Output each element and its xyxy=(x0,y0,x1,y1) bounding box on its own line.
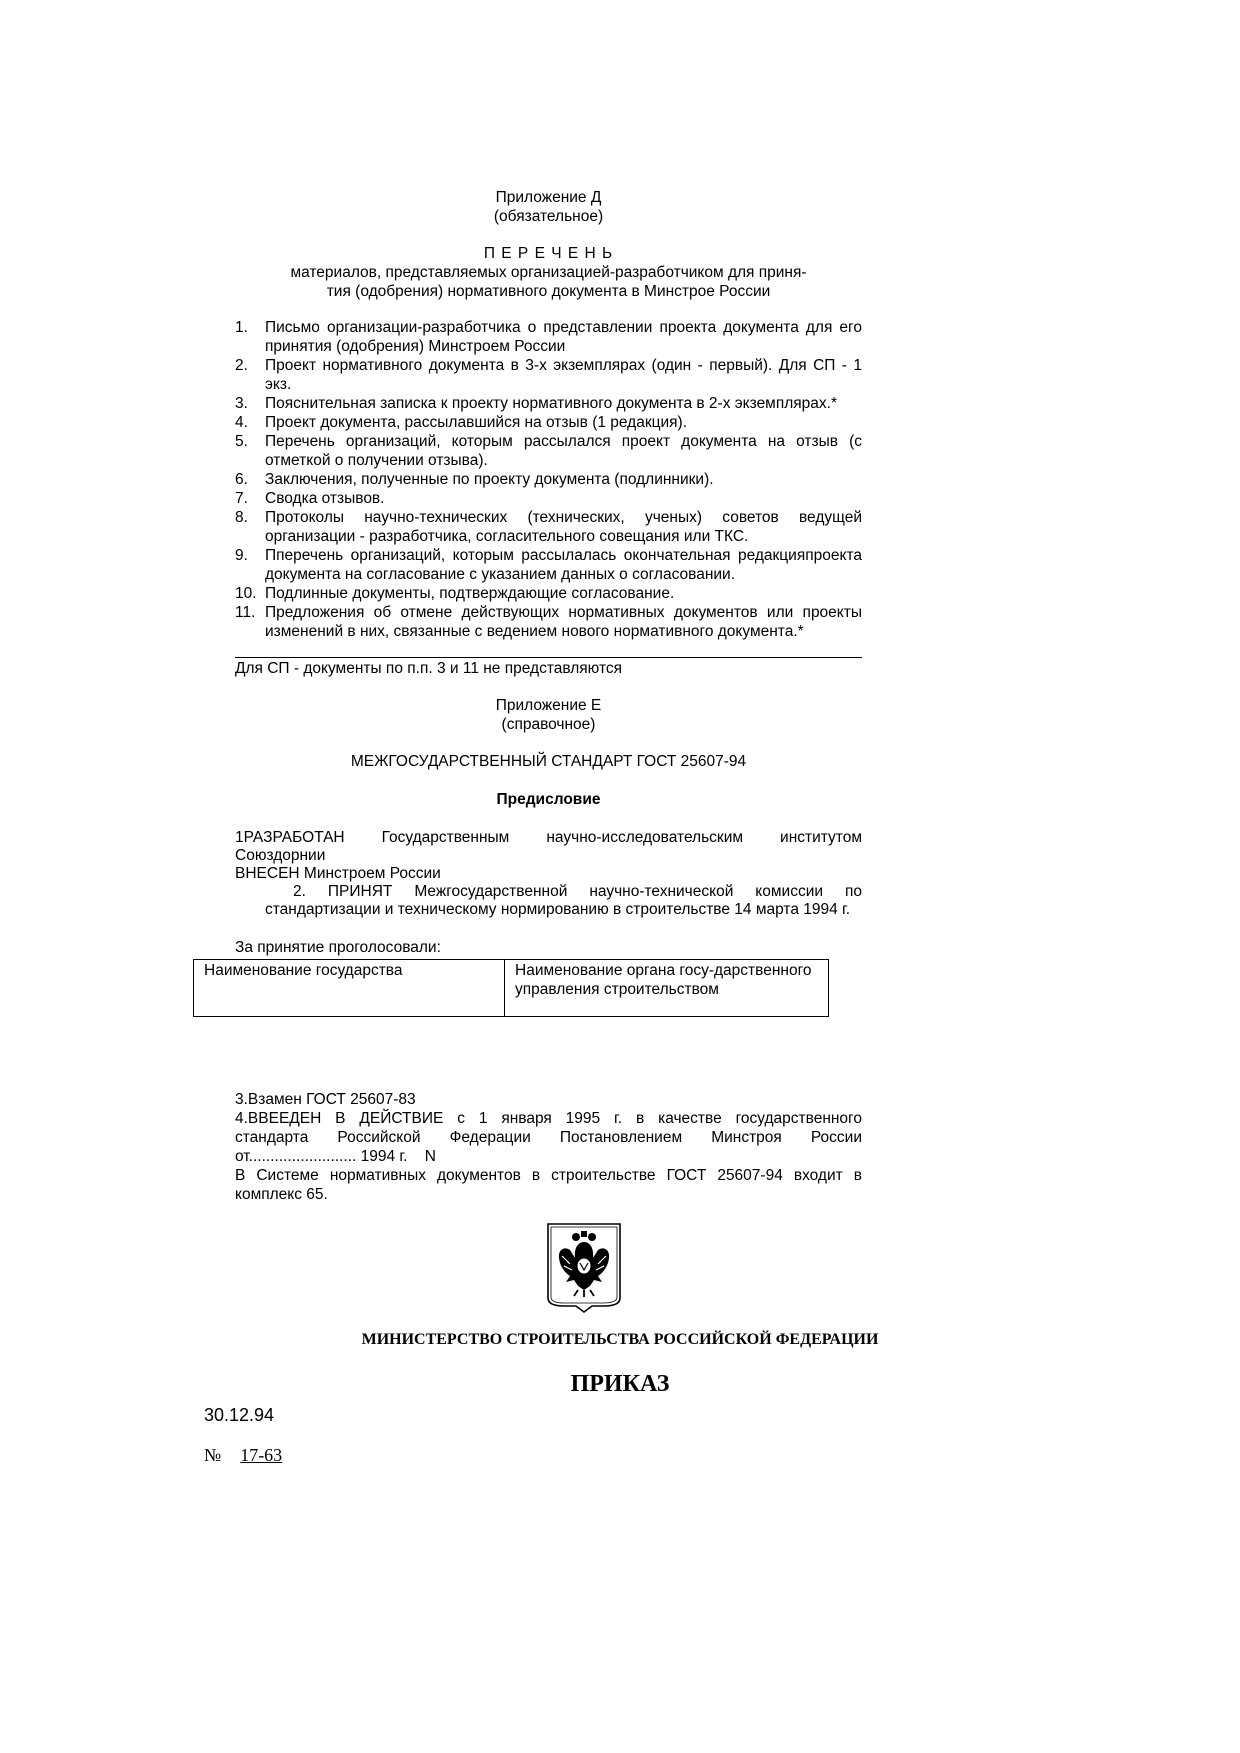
list-item-number: 8. xyxy=(235,509,248,526)
list-item xyxy=(235,489,862,508)
list-item-number: 6. xyxy=(235,471,248,488)
vote-label: За принятие проголосовали: xyxy=(235,939,441,956)
list-item-text: Протоколы научно-технических (технических, ученых) советов ведущей организации - разработчика, согласительного совещания или ТКС. xyxy=(265,509,862,545)
ministry-name: МИНИСТЕРСТВО СТРОИТЕЛЬСТВА РОССИЙСКОЙ ФЕДЕРАЦИИ xyxy=(361,1331,879,1348)
appendix-e-title: Приложение Е xyxy=(495,697,602,714)
list-item-text: Письмо организации-разработчика о представлении проекта документа для его принятия (одобрения) Минстроем России xyxy=(265,319,862,355)
list-item-text: Предложения об отмене действующих нормативных документов или проекты изменений в них, связанные с ведением нового нормативного документа.* xyxy=(265,604,862,640)
list-item-number: 10. xyxy=(235,585,257,602)
list-item-number: 9. xyxy=(235,547,248,564)
footnote: Для СП - документы по п.п. 3 и 11 не представляются xyxy=(235,660,623,677)
list-item-number: 2. xyxy=(235,357,248,374)
list-item-text: Подлинные документы, подтверждающие согласование. xyxy=(265,585,675,602)
standard-title: МЕЖГОСУДАРСТВЕННЫЙ СТАНДАРТ ГОСТ 25607-94 xyxy=(350,753,747,770)
list-item xyxy=(235,603,862,641)
order-number: 17-63 xyxy=(240,1445,283,1465)
preface-p3: 3.Взамен ГОСТ 25607-83 xyxy=(235,1091,416,1108)
list-item-text: Перечень организаций, которым рассылался проект документа на отзыв (с отметкой о получении отзыва). xyxy=(265,433,862,469)
list-description-line2: тия (одобрения) нормативного документа в Минстрое России xyxy=(326,283,771,300)
appendix-e-subtitle: (справочное) xyxy=(501,716,596,733)
list-item-number: 3. xyxy=(235,395,248,412)
table-header-authority: Наименование органа госу-дарственного управления строительством xyxy=(515,962,812,998)
list-item-text: Проект документа, рассылавшийся на отзыв (1 редакция). xyxy=(265,414,688,431)
list-item xyxy=(235,508,862,546)
preface-p4-line2: стандарта Российской Федерации Постановлением Минстроя России xyxy=(235,1129,862,1146)
list-item-number: 11. xyxy=(235,604,256,621)
materials-list xyxy=(235,318,862,641)
preface-p1-line3: ВНЕСЕН Минстроем России xyxy=(235,865,441,882)
footnote-divider xyxy=(235,657,862,658)
preface-p5: В Системе нормативных документов в строительстве ГОСТ 25607-94 входит в комплекс 65. xyxy=(235,1167,862,1203)
preface-p2-rest: стандартизации и техническому нормированию в строительстве 14 марта 1994 г. xyxy=(265,901,851,918)
appendix-d-title: Приложение Д xyxy=(495,189,602,206)
preface-heading: Предисловие xyxy=(496,791,601,808)
order-number-line xyxy=(204,1444,282,1466)
list-item xyxy=(235,318,862,356)
list-item-number: 1. xyxy=(235,319,248,336)
list-item-text: Пперечень организаций, которым рассылалась окончательная редакцияпроекта документа на согласование с указанием данных о согласовании. xyxy=(265,547,862,583)
list-item-number: 7. xyxy=(235,490,248,507)
list-item-text: Пояснительная записка к проекту нормативного документа в 2-х экземплярах.* xyxy=(265,395,838,412)
list-item-text: Сводка отзывов. xyxy=(265,490,385,507)
list-item-number: 5. xyxy=(235,433,248,450)
list-item xyxy=(235,584,862,603)
preface-p4-line1: 4.ВВЕЕДЕН В ДЕЙСТВИЕ с 1 января 1995 г. в качестве государственного xyxy=(235,1110,862,1127)
preface-p2-line1: 2. ПРИНЯТ Межгосударственной научно-технической комиссии по xyxy=(293,883,862,900)
order-date: 30.12.94 xyxy=(204,1405,275,1425)
order-title: ПРИКАЗ xyxy=(570,1371,670,1397)
list-heading: П Е Р Е Ч Е Н Ь xyxy=(483,245,614,262)
preface-p4-line3: от......................... 1994 г. N xyxy=(235,1148,436,1165)
list-item xyxy=(235,470,862,489)
list-item xyxy=(235,432,862,470)
table-header-state: Наименование государства xyxy=(194,960,505,1016)
appendix-d-subtitle: (обязательное) xyxy=(493,208,604,225)
list-item-text: Заключения, полученные по проекту документа (подлинники). xyxy=(265,471,714,488)
coat-of-arms-icon xyxy=(542,1220,626,1316)
list-item xyxy=(235,413,862,432)
list-description-line1: материалов, представляемых организацией-разработчиком для приня- xyxy=(290,264,807,281)
list-item-number: 4. xyxy=(235,414,248,431)
list-item xyxy=(235,394,862,413)
list-item-text: Проект нормативного документа в 3-х экземплярах (один - первый). Для СП - 1 экз. xyxy=(265,357,862,393)
order-number-label: № xyxy=(204,1445,222,1465)
preface-p1-line1: 1РАЗРАБОТАН Государственным научно-исследовательским институтом xyxy=(235,829,862,846)
preface-p1-line2: Союздорнии xyxy=(235,847,326,864)
list-item xyxy=(235,546,862,584)
list-item xyxy=(235,356,862,394)
voting-table xyxy=(193,959,829,1017)
